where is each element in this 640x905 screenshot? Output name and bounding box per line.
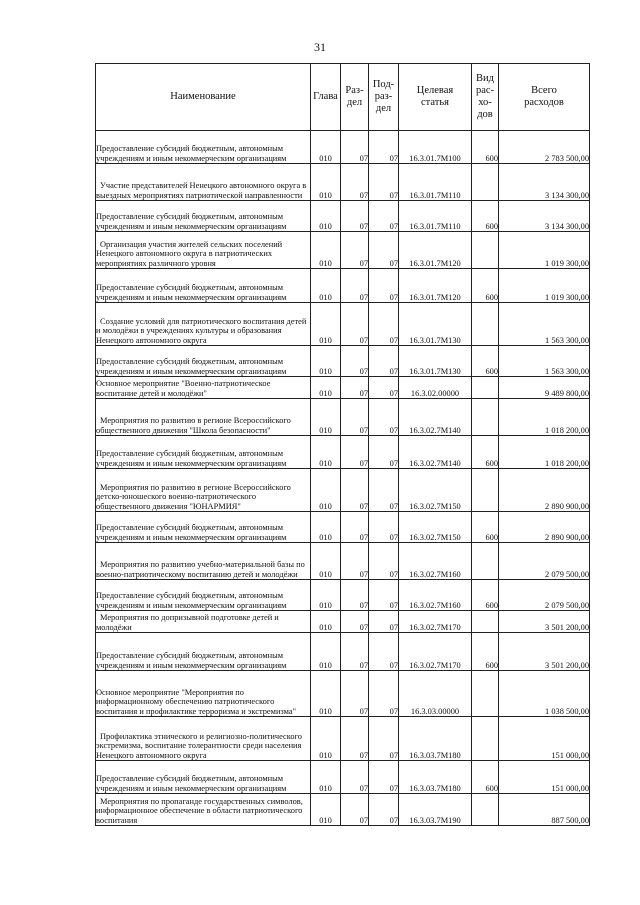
row-name: Предоставление субсидий бюджетным, автономным учреждениям и иным некоммерческим организациям xyxy=(96,201,311,232)
row-total: 1 563 300,00 xyxy=(499,303,590,346)
header-podrazdel: Под- раз- дел xyxy=(369,64,399,131)
row-razdel: 07 xyxy=(341,633,369,671)
row-vid xyxy=(472,469,499,512)
row-total: 1 563 300,00 xyxy=(499,346,590,377)
row-vid xyxy=(472,399,499,436)
row-total: 887 500,00 xyxy=(499,794,590,826)
table-row xyxy=(96,671,590,717)
row-total: 2 890 900,00 xyxy=(499,512,590,543)
row-target: 16.3.02.00000 xyxy=(399,377,472,399)
row-podrazdel: 07 xyxy=(369,761,399,794)
table-row xyxy=(96,164,590,201)
table-row xyxy=(96,580,590,611)
row-glava: 010 xyxy=(311,303,341,346)
table-row xyxy=(96,346,590,377)
row-total: 3 134 300,00 xyxy=(499,164,590,201)
row-target: 16.3.01.7М130 xyxy=(399,303,472,346)
row-podrazdel: 07 xyxy=(369,269,399,303)
row-name: Предоставление субсидий бюджетным, автономным учреждениям и иным некоммерческим организациям xyxy=(96,633,311,671)
row-razdel: 07 xyxy=(341,717,369,761)
row-total: 2 890 900,00 xyxy=(499,469,590,512)
row-podrazdel: 07 xyxy=(369,303,399,346)
row-name: Основное мероприятие "Военно-патриотическое воспитание детей и молодёжи" xyxy=(96,377,311,399)
row-name: Создание условий для патриотического воспитания детей и молодёжи в учреждениях культуры и образования Ненецкого автономного округа xyxy=(96,303,311,346)
row-podrazdel: 07 xyxy=(369,131,399,164)
row-vid xyxy=(472,164,499,201)
row-razdel: 07 xyxy=(341,303,369,346)
row-razdel: 07 xyxy=(341,543,369,580)
row-glava: 010 xyxy=(311,232,341,269)
table-row xyxy=(96,717,590,761)
table-row xyxy=(96,512,590,543)
table-row xyxy=(96,269,590,303)
table-row xyxy=(96,399,590,436)
row-target: 16.3.02.7М150 xyxy=(399,512,472,543)
row-target: 16.3.02.7М160 xyxy=(399,543,472,580)
row-razdel: 07 xyxy=(341,436,369,469)
row-glava: 010 xyxy=(311,131,341,164)
row-vid xyxy=(472,543,499,580)
row-target: 16.3.02.7М140 xyxy=(399,399,472,436)
row-razdel: 07 xyxy=(341,794,369,826)
row-glava: 010 xyxy=(311,399,341,436)
row-target: 16.3.01.7М130 xyxy=(399,346,472,377)
row-glava: 010 xyxy=(311,671,341,717)
row-total: 151 000,00 xyxy=(499,761,590,794)
row-razdel: 07 xyxy=(341,232,369,269)
table-header-row xyxy=(96,64,590,131)
row-podrazdel: 07 xyxy=(369,377,399,399)
row-podrazdel: 07 xyxy=(369,469,399,512)
row-total: 2 783 500,00 xyxy=(499,131,590,164)
row-target: 16.3.01.7М120 xyxy=(399,232,472,269)
row-total: 3 134 300,00 xyxy=(499,201,590,232)
row-glava: 010 xyxy=(311,794,341,826)
header-vid: Вид рас- хо- дов xyxy=(472,64,499,131)
row-target: 16.3.01.7М120 xyxy=(399,269,472,303)
row-name: Предоставление субсидий бюджетным, автономным учреждениям и иным некоммерческим организациям xyxy=(96,269,311,303)
row-glava: 010 xyxy=(311,164,341,201)
row-vid xyxy=(472,794,499,826)
row-glava: 010 xyxy=(311,580,341,611)
row-total: 1 038 500,00 xyxy=(499,671,590,717)
row-vid xyxy=(472,303,499,346)
budget-table xyxy=(95,63,590,826)
table-row xyxy=(96,469,590,512)
row-target: 16.3.02.7М160 xyxy=(399,580,472,611)
row-razdel: 07 xyxy=(341,671,369,717)
row-razdel: 07 xyxy=(341,346,369,377)
row-vid: 600 xyxy=(472,633,499,671)
row-target: 16.3.02.7М170 xyxy=(399,611,472,633)
row-total: 9 489 800,00 xyxy=(499,377,590,399)
row-target: 16.3.03.7М180 xyxy=(399,717,472,761)
header-glava: Глава xyxy=(311,64,341,131)
row-podrazdel: 07 xyxy=(369,201,399,232)
row-podrazdel: 07 xyxy=(369,399,399,436)
header-total: Всего расходов xyxy=(499,64,590,131)
row-vid xyxy=(472,611,499,633)
row-razdel: 07 xyxy=(341,269,369,303)
row-vid xyxy=(472,717,499,761)
row-razdel: 07 xyxy=(341,512,369,543)
row-glava: 010 xyxy=(311,761,341,794)
row-name: Организация участия жителей сельских поселений Ненецкого автономного округа в патриотических мероприятиях различного уровня xyxy=(96,232,311,269)
row-glava: 010 xyxy=(311,543,341,580)
row-razdel: 07 xyxy=(341,399,369,436)
row-razdel: 07 xyxy=(341,164,369,201)
table-body xyxy=(96,131,590,826)
row-target: 16.3.02.7М170 xyxy=(399,633,472,671)
table-row xyxy=(96,543,590,580)
row-vid xyxy=(472,377,499,399)
row-podrazdel: 07 xyxy=(369,794,399,826)
table-row xyxy=(96,201,590,232)
header-name: Наименование xyxy=(96,64,311,131)
row-podrazdel: 07 xyxy=(369,611,399,633)
row-name: Предоставление субсидий бюджетным, автономным учреждениям и иным некоммерческим организациям xyxy=(96,436,311,469)
row-glava: 010 xyxy=(311,201,341,232)
row-glava: 010 xyxy=(311,512,341,543)
row-vid: 600 xyxy=(472,346,499,377)
row-podrazdel: 07 xyxy=(369,633,399,671)
row-name: Предоставление субсидий бюджетным, автономным учреждениям и иным некоммерческим организациям xyxy=(96,346,311,377)
table-row xyxy=(96,303,590,346)
row-glava: 010 xyxy=(311,717,341,761)
row-target: 16.3.01.7М110 xyxy=(399,201,472,232)
row-name: Мероприятия по развитию в регионе Всероссийского общественного движения "Школа безопасности" xyxy=(96,399,311,436)
row-vid: 600 xyxy=(472,580,499,611)
row-glava: 010 xyxy=(311,377,341,399)
row-glava: 010 xyxy=(311,633,341,671)
row-total: 2 079 500,00 xyxy=(499,580,590,611)
row-name: Мероприятия по допризывной подготовке детей и молодёжи xyxy=(96,611,311,633)
row-name: Предоставление субсидий бюджетным, автономным учреждениям и иным некоммерческим организациям xyxy=(96,580,311,611)
row-razdel: 07 xyxy=(341,761,369,794)
row-podrazdel: 07 xyxy=(369,543,399,580)
row-vid xyxy=(472,232,499,269)
row-target: 16.3.02.7М140 xyxy=(399,436,472,469)
row-podrazdel: 07 xyxy=(369,436,399,469)
row-name: Мероприятия по развитию учебно-материальной базы по военно-патриотическому воспитанию детей и молодёжи xyxy=(96,543,311,580)
row-podrazdel: 07 xyxy=(369,671,399,717)
row-vid: 600 xyxy=(472,201,499,232)
header-target: Целевая статья xyxy=(399,64,472,131)
row-razdel: 07 xyxy=(341,611,369,633)
row-total: 3 501 200,00 xyxy=(499,633,590,671)
row-vid xyxy=(472,671,499,717)
table-row xyxy=(96,794,590,826)
row-podrazdel: 07 xyxy=(369,346,399,377)
row-vid: 600 xyxy=(472,512,499,543)
page-number: 31 xyxy=(314,40,326,54)
table-row xyxy=(96,436,590,469)
row-total: 1 019 300,00 xyxy=(499,269,590,303)
row-target: 16.3.03.7М190 xyxy=(399,794,472,826)
row-razdel: 07 xyxy=(341,580,369,611)
row-total: 3 501 200,00 xyxy=(499,611,590,633)
row-name: Предоставление субсидий бюджетным, автономным учреждениям и иным некоммерческим организациям xyxy=(96,131,311,164)
row-target: 16.3.01.7М110 xyxy=(399,164,472,201)
row-name: Участие представителей Ненецкого автономного округа в выездных мероприятиях патриотической направленности xyxy=(96,164,311,201)
table-row xyxy=(96,232,590,269)
row-podrazdel: 07 xyxy=(369,717,399,761)
row-total: 1 019 300,00 xyxy=(499,232,590,269)
row-glava: 010 xyxy=(311,436,341,469)
row-podrazdel: 07 xyxy=(369,164,399,201)
row-target: 16.3.01.7М100 xyxy=(399,131,472,164)
row-target: 16.3.02.7М150 xyxy=(399,469,472,512)
row-glava: 010 xyxy=(311,269,341,303)
row-podrazdel: 07 xyxy=(369,512,399,543)
table-row xyxy=(96,611,590,633)
row-glava: 010 xyxy=(311,611,341,633)
row-total: 1 018 200,00 xyxy=(499,399,590,436)
table-row xyxy=(96,377,590,399)
row-glava: 010 xyxy=(311,469,341,512)
row-target: 16.3.03.00000 xyxy=(399,671,472,717)
row-name: Предоставление субсидий бюджетным, автономным учреждениям и иным некоммерческим организациям xyxy=(96,761,311,794)
row-razdel: 07 xyxy=(341,131,369,164)
row-total: 2 079 500,00 xyxy=(499,543,590,580)
row-razdel: 07 xyxy=(341,201,369,232)
row-name: Предоставление субсидий бюджетным, автономным учреждениям и иным некоммерческим организациям xyxy=(96,512,311,543)
row-podrazdel: 07 xyxy=(369,232,399,269)
header-razdel: Раз- дел xyxy=(341,64,369,131)
row-razdel: 07 xyxy=(341,469,369,512)
table-row xyxy=(96,131,590,164)
row-total: 1 018 200,00 xyxy=(499,436,590,469)
table-row xyxy=(96,633,590,671)
row-razdel: 07 xyxy=(341,377,369,399)
row-vid: 600 xyxy=(472,761,499,794)
row-podrazdel: 07 xyxy=(369,580,399,611)
row-name: Мероприятия по развитию в регионе Всероссийского детско-юношеского военно-патриотического общественного движения "ЮНАРМИЯ" xyxy=(96,469,311,512)
row-name: Мероприятия по пропаганде государственных символов, информационное обеспечение в области патриотического воспитания xyxy=(96,794,311,826)
row-vid: 600 xyxy=(472,269,499,303)
row-glava: 010 xyxy=(311,346,341,377)
row-total: 151 000,00 xyxy=(499,717,590,761)
table-row xyxy=(96,761,590,794)
row-vid: 600 xyxy=(472,436,499,469)
row-vid: 600 xyxy=(472,131,499,164)
row-target: 16.3.03.7М180 xyxy=(399,761,472,794)
row-name: Профилактика этнического и религиозно-политического экстремизма, воспитание толерантности среди населения Ненецкого автономного округа xyxy=(96,717,311,761)
row-name: Основное мероприятие "Мероприятия по информационному обеспечению патриотического воспитания и профилактике терроризма и экстремизма" xyxy=(96,671,311,717)
